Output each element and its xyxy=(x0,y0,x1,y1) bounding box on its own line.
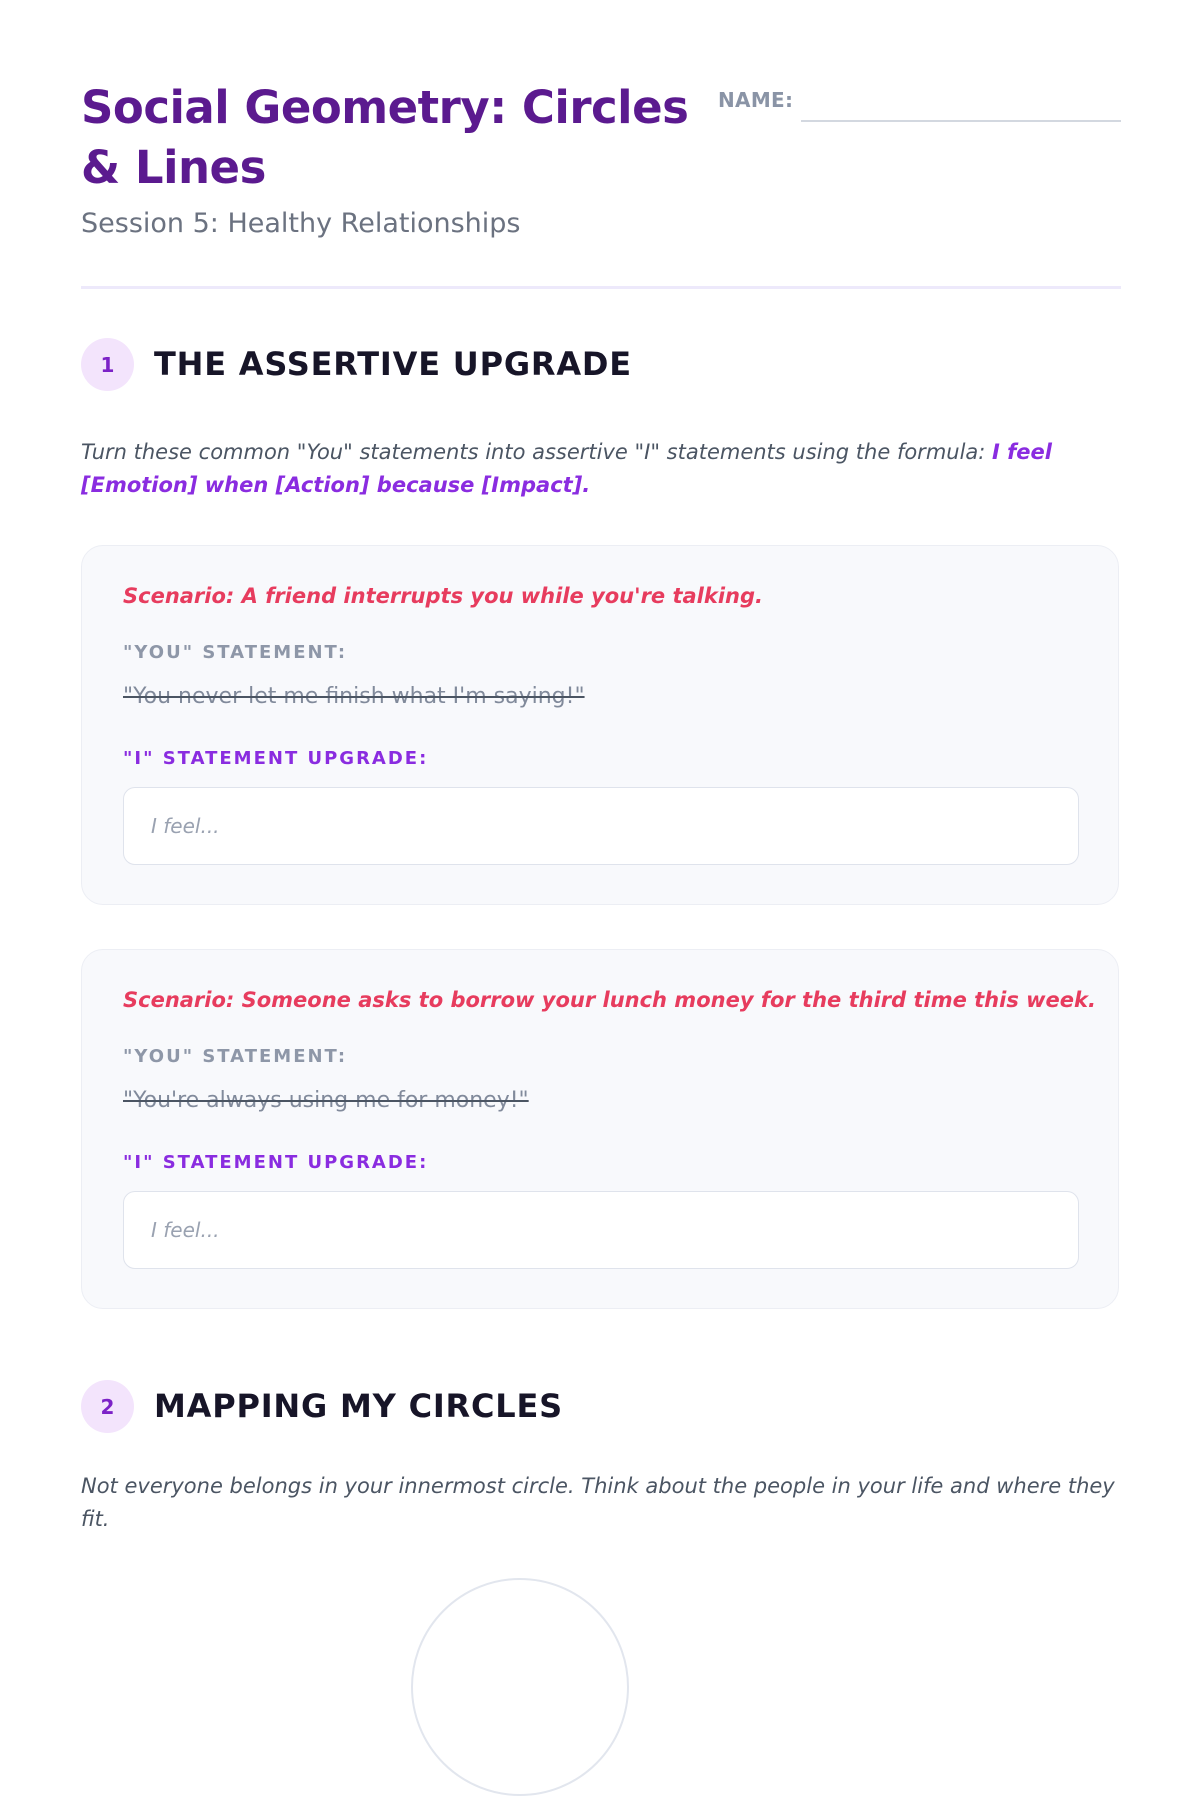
worksheet-page xyxy=(81,0,1121,1600)
name-field[interactable] xyxy=(718,86,1121,122)
scenario-text: Scenario: Someone asks to borrow your lunch money for the third time this week. xyxy=(123,988,1096,1012)
i-statement-input[interactable] xyxy=(123,1191,1079,1269)
section-number-badge: 1 xyxy=(81,338,134,391)
header-divider xyxy=(81,286,1121,289)
scenario-card xyxy=(81,545,1119,905)
circles-diagram-outer-ring xyxy=(411,1578,629,1796)
worksheet-title: Social Geometry: Circles & Lines xyxy=(81,81,689,194)
you-statement-label: "YOU" STATEMENT: xyxy=(123,1046,348,1067)
i-statement-label: "I" STATEMENT UPGRADE: xyxy=(123,748,429,769)
i-statement-label: "I" STATEMENT UPGRADE: xyxy=(123,1152,429,1173)
instructions-text: Turn these common "You" statements into assertive "I" statements using the formula: xyxy=(81,440,993,464)
section-title: MAPPING MY CIRCLES xyxy=(154,1387,563,1425)
formula-text: I feel [Emotion] when [Action] because [Impact]. xyxy=(81,440,1052,497)
scenario-card xyxy=(81,949,1119,1309)
section-title: THE ASSERTIVE UPGRADE xyxy=(154,345,632,383)
section-number-badge: 2 xyxy=(81,1380,134,1433)
scenario-text: Scenario: A friend interrupts you while you're talking. xyxy=(123,584,764,608)
worksheet-header xyxy=(81,78,1121,290)
you-statement-text: "You're always using me for money!" xyxy=(123,1088,529,1113)
you-statement-text: "You never let me finish what I'm saying!" xyxy=(123,684,585,709)
you-statement-label: "YOU" STATEMENT: xyxy=(123,642,348,663)
section-1-instructions xyxy=(81,436,1121,502)
i-statement-input[interactable] xyxy=(123,787,1079,865)
section-2-header xyxy=(81,1380,1121,1434)
section-1-header xyxy=(81,338,1121,392)
name-underline[interactable] xyxy=(801,120,1121,122)
name-label: NAME: xyxy=(718,88,794,112)
section-2-instructions: Not everyone belongs in your innermost circle. Think about the people in your life and where they fit. xyxy=(81,1474,1115,1531)
worksheet-subtitle: Session 5: Healthy Relationships xyxy=(81,208,521,239)
